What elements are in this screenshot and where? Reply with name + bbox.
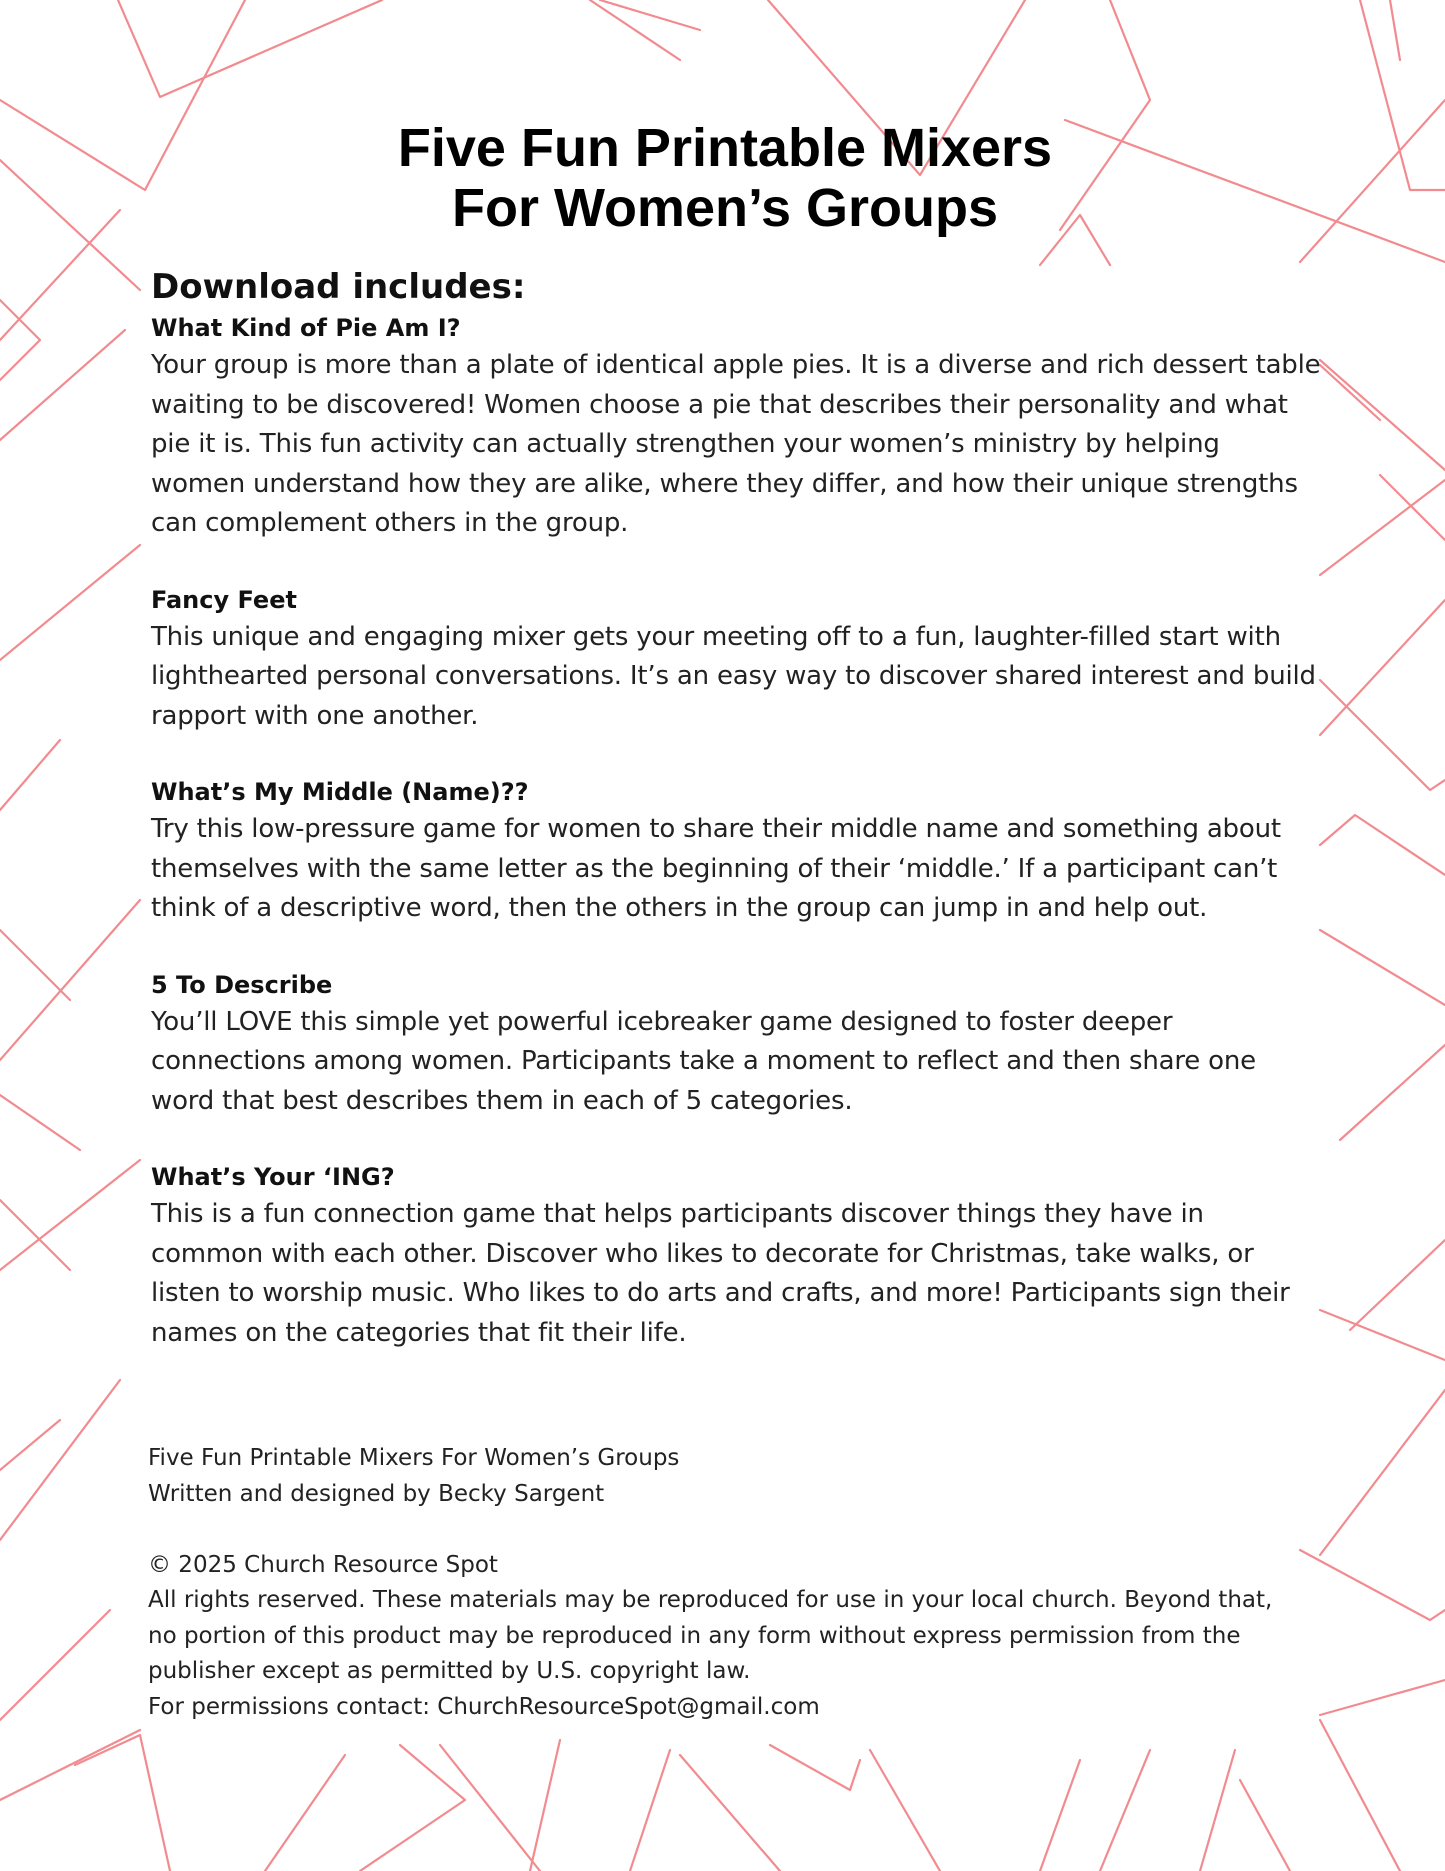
section-body: Try this low-pressure game for women to share their middle name and something about themselves with the same letter as the beginning of their ‘middle.’ If a participant can’t think of a descriptive word, then the others in the group can jump in and help out. (151, 814, 1281, 923)
section-title: 5 To Describe (151, 970, 333, 999)
section-title: Fancy Feet (151, 585, 297, 614)
section-title: What Kind of Pie Am I? (151, 314, 461, 342)
section-five-to-describe (151, 967, 1321, 1122)
section-body: Your group is more than a plate of identical apple pies. It is a diverse and rich dessert table waiting to be discovered! Women choose a pie that describes their personality and what pie it is. This fun activity can actually strengthen your women’s ministry by helping women understand how they are alike, where they differ, and how their unique strengths can complement others in the group. (151, 350, 1321, 538)
section-whats-your-ing (151, 1159, 1321, 1353)
section-middle-name (151, 774, 1321, 929)
footer-copyright: © 2025 Church Resource Spot (148, 1551, 498, 1578)
title-line-1: Five Fun Printable Mixers (397, 118, 1053, 178)
section-body: You’ll LOVE this simple yet powerful icebreaker game designed to foster deeper connections among women. Participants take a moment to reflect and then share one word that best describes them in each of 5 categories. (151, 1006, 1256, 1116)
footer-author: Written and designed by Becky Sargent (148, 1480, 605, 1507)
section-fancy-feet (151, 582, 1321, 737)
title-line-2: For Women’s Groups (451, 178, 999, 238)
copyright-footer (148, 1441, 1298, 1725)
section-pie (151, 310, 1321, 544)
section-title: What’s My Middle (Name)?? (151, 778, 529, 806)
page-title (300, 118, 1150, 238)
footer-rights: All rights reserved. These materials may be reproduced for use in your local church. Beyond that, no portion of this product may be reproduced in any form without express permission from the publisher except as permitted by U.S. copyright law. (148, 1587, 1273, 1684)
includes-heading: Download includes: (151, 267, 526, 307)
footer-spacer (148, 1512, 1298, 1548)
footer-contact: For permissions contact: ChurchResourceSpot@gmail.com (148, 1693, 820, 1720)
section-body: This unique and engaging mixer gets your meeting off to a fun, laughter-filled start with lighthearted personal conversations. It’s an easy way to discover shared interest and build rapport with one another. (151, 621, 1316, 731)
section-body: This is a fun connection game that helps participants discover things they have in common with each other. Discover who likes to decorate for Christmas, take walks, or listen to worship music. Who likes to do arts and crafts, and more! Participants sign their names on the categories that fit their life. (151, 1199, 1290, 1348)
footer-product-name: Five Fun Printable Mixers For Women’s Groups (148, 1445, 680, 1471)
section-title: What’s Your ‘ING? (151, 1163, 395, 1191)
main-content (151, 266, 1321, 1391)
